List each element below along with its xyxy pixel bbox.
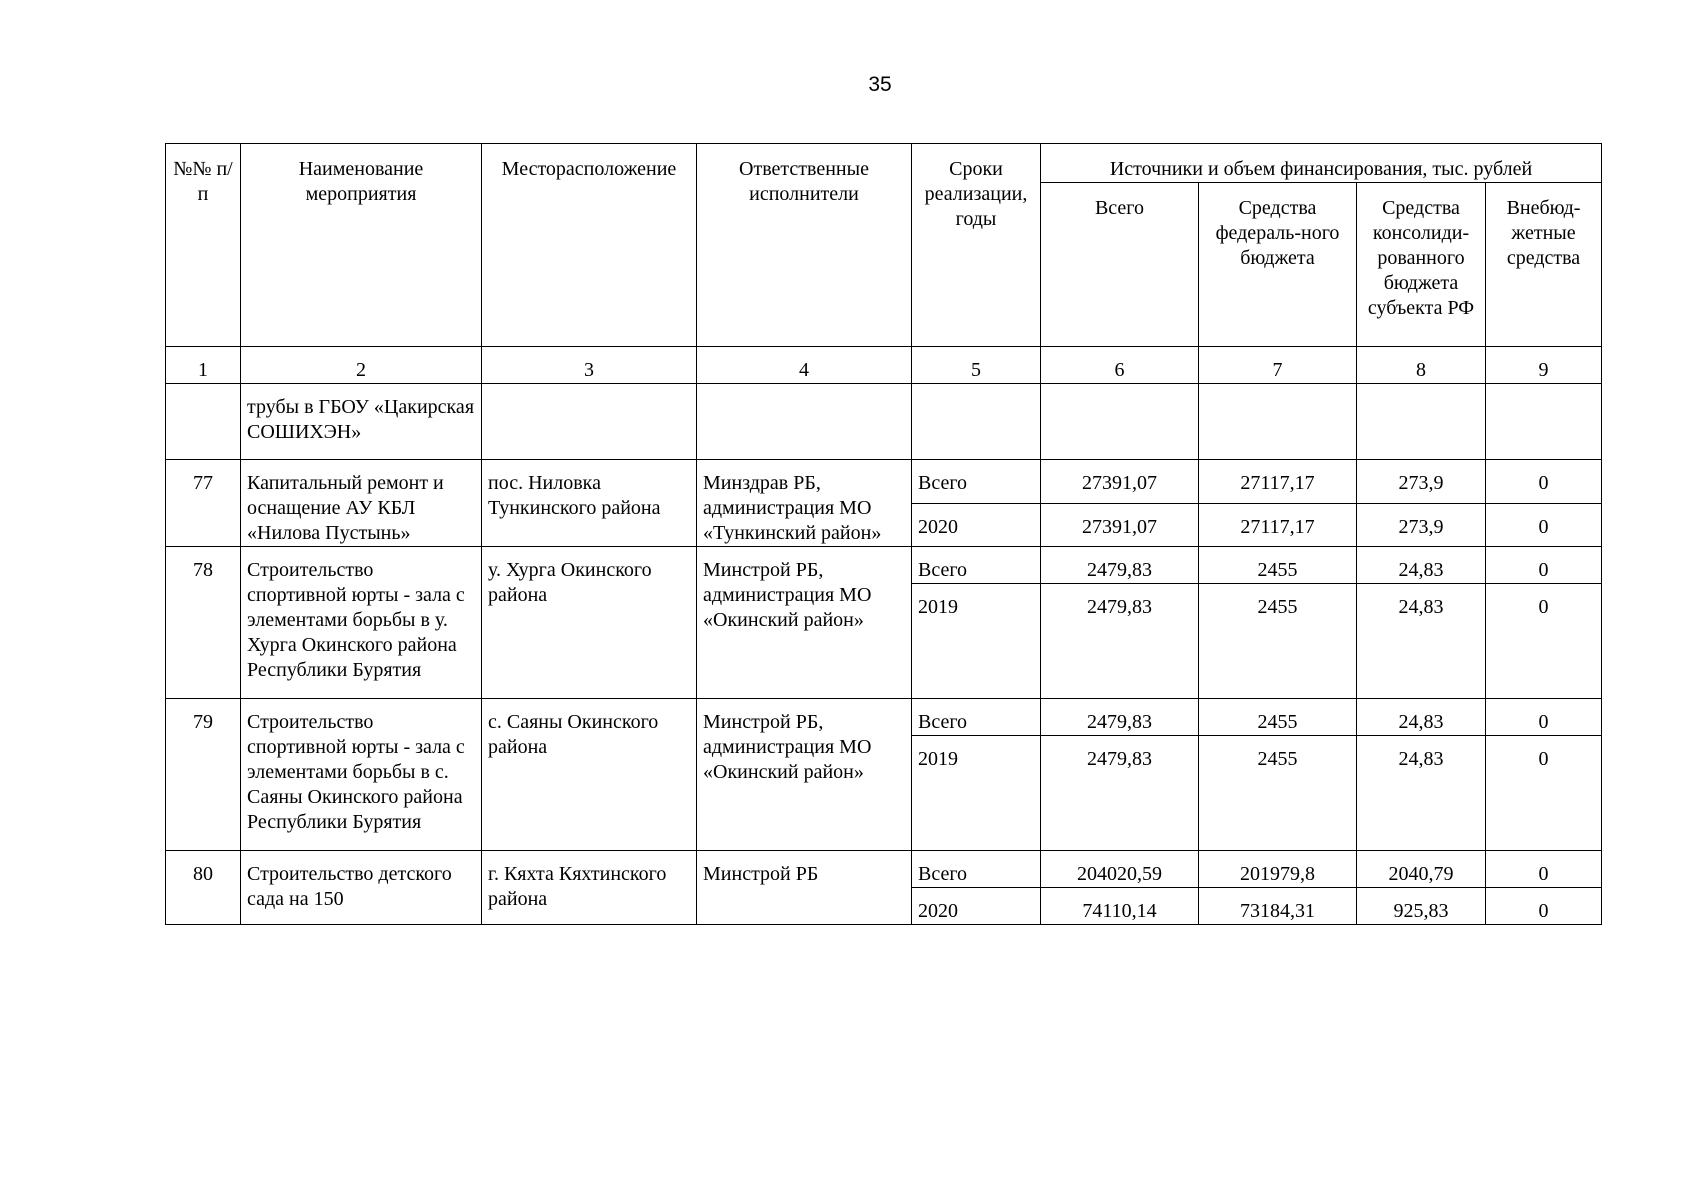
header-extrabudget: Внебюд-жетные средства — [1486, 183, 1602, 347]
row-regional: 273,9 — [1357, 503, 1486, 547]
header-funding-group: Источники и объем финансирования, тыс. рублей — [1041, 144, 1602, 183]
header-name: Наименование мероприятия — [241, 144, 482, 347]
column-number: 8 — [1357, 347, 1486, 384]
header-federal: Средства федераль-ного бюджета — [1199, 183, 1357, 347]
row-number: 77 — [166, 460, 241, 547]
row-regional: 24,83 — [1357, 736, 1486, 851]
column-number: 5 — [912, 347, 1041, 384]
empty-cell — [1199, 384, 1357, 460]
column-number: 1 — [166, 347, 241, 384]
row-federal: 2455 — [1199, 584, 1357, 699]
header-period: Сроки реализации, годы — [912, 144, 1041, 347]
row-total: 2479,83 — [1041, 584, 1199, 699]
row-extrabudget: 0 — [1486, 460, 1602, 504]
page-number: 35 — [868, 73, 892, 96]
row-period: Всего — [912, 460, 1041, 504]
row-number: 79 — [166, 699, 241, 851]
row-regional: 24,83 — [1357, 547, 1486, 584]
column-number: 6 — [1041, 347, 1199, 384]
row-regional: 24,83 — [1357, 699, 1486, 736]
row-number: 78 — [166, 547, 241, 699]
row-extrabudget: 0 — [1486, 547, 1602, 584]
row-name: Капитальный ремонт и оснащение АУ КБЛ «Нилова Пустынь» — [241, 460, 482, 547]
column-number: 9 — [1486, 347, 1602, 384]
row-period: Всего — [912, 851, 1041, 888]
row-federal: 27117,17 — [1199, 503, 1357, 547]
column-number: 4 — [697, 347, 912, 384]
row-regional: 925,83 — [1357, 888, 1486, 925]
row-federal: 2455 — [1199, 736, 1357, 851]
table-body — [166, 347, 1602, 925]
header-location: Месторасположение — [482, 144, 697, 347]
row-responsible: Минстрой РБ — [697, 851, 912, 925]
row-federal: 2455 — [1199, 699, 1357, 736]
row-total: 204020,59 — [1041, 851, 1199, 888]
column-number: 7 — [1199, 347, 1357, 384]
continuation-row — [166, 384, 1602, 460]
row-location: пос. Ниловка Тункинского района — [482, 460, 697, 547]
column-number: 2 — [241, 347, 482, 384]
header-number: №№ п/п — [166, 144, 241, 347]
table-row — [166, 547, 1602, 584]
empty-cell — [1041, 384, 1199, 460]
row-total: 74110,14 — [1041, 888, 1199, 925]
row-extrabudget: 0 — [1486, 584, 1602, 699]
table-row — [166, 851, 1602, 888]
row-location: с. Саяны Окинского района — [482, 699, 697, 851]
row-total: 27391,07 — [1041, 460, 1199, 504]
row-name: Строительство спортивной юрты - зала с элементами борьбы в у. Хурга Окинского района Республики Бурятия — [241, 547, 482, 699]
financing-table — [165, 143, 1602, 925]
row-federal: 27117,17 — [1199, 460, 1357, 504]
column-number: 3 — [482, 347, 697, 384]
empty-cell — [1486, 384, 1602, 460]
row-name: Строительство спортивной юрты - зала с элементами борьбы в с. Саяны Окинского района Республики Бурятия — [241, 699, 482, 851]
empty-cell — [1357, 384, 1486, 460]
row-total: 2479,83 — [1041, 699, 1199, 736]
row-regional: 2040,79 — [1357, 851, 1486, 888]
row-extrabudget: 0 — [1486, 851, 1602, 888]
row-extrabudget: 0 — [1486, 888, 1602, 925]
row-federal: 2455 — [1199, 547, 1357, 584]
row-number: 80 — [166, 851, 241, 925]
row-federal: 201979,8 — [1199, 851, 1357, 888]
row-extrabudget: 0 — [1486, 503, 1602, 547]
table-header — [166, 144, 1602, 347]
row-extrabudget: 0 — [1486, 736, 1602, 851]
header-total: Всего — [1041, 183, 1199, 347]
header-responsible: Ответственные исполнители — [697, 144, 912, 347]
row-name: Строительство детского сада на 150 — [241, 851, 482, 925]
row-period: Всего — [912, 547, 1041, 584]
empty-cell — [482, 384, 697, 460]
table-row — [166, 460, 1602, 504]
row-period: 2020 — [912, 503, 1041, 547]
row-period: Всего — [912, 699, 1041, 736]
header-regional: Средства консолиди-рованного бюджета субъекта РФ — [1357, 183, 1486, 347]
row-total: 27391,07 — [1041, 503, 1199, 547]
row-responsible: Минстрой РБ, администрация МО «Окинский район» — [697, 547, 912, 699]
row-regional: 273,9 — [1357, 460, 1486, 504]
table-row — [166, 699, 1602, 736]
row-federal: 73184,31 — [1199, 888, 1357, 925]
empty-cell — [912, 384, 1041, 460]
row-location: у. Хурга Окинского района — [482, 547, 697, 699]
row-period: 2019 — [912, 584, 1041, 699]
row-total: 2479,83 — [1041, 736, 1199, 851]
row-extrabudget: 0 — [1486, 699, 1602, 736]
empty-cell — [166, 384, 241, 460]
row-period: 2020 — [912, 888, 1041, 925]
row-location: г. Кяхта Кяхтинского района — [482, 851, 697, 925]
row-regional: 24,83 — [1357, 584, 1486, 699]
column-number-row — [166, 347, 1602, 384]
empty-cell — [697, 384, 912, 460]
row-responsible: Минздрав РБ, администрация МО «Тункинский район» — [697, 460, 912, 547]
continuation-name: трубы в ГБОУ «Цакирская СОШИХЭН» — [241, 384, 482, 460]
row-period: 2019 — [912, 736, 1041, 851]
row-total: 2479,83 — [1041, 547, 1199, 584]
row-responsible: Минстрой РБ, администрация МО «Окинский район» — [697, 699, 912, 851]
